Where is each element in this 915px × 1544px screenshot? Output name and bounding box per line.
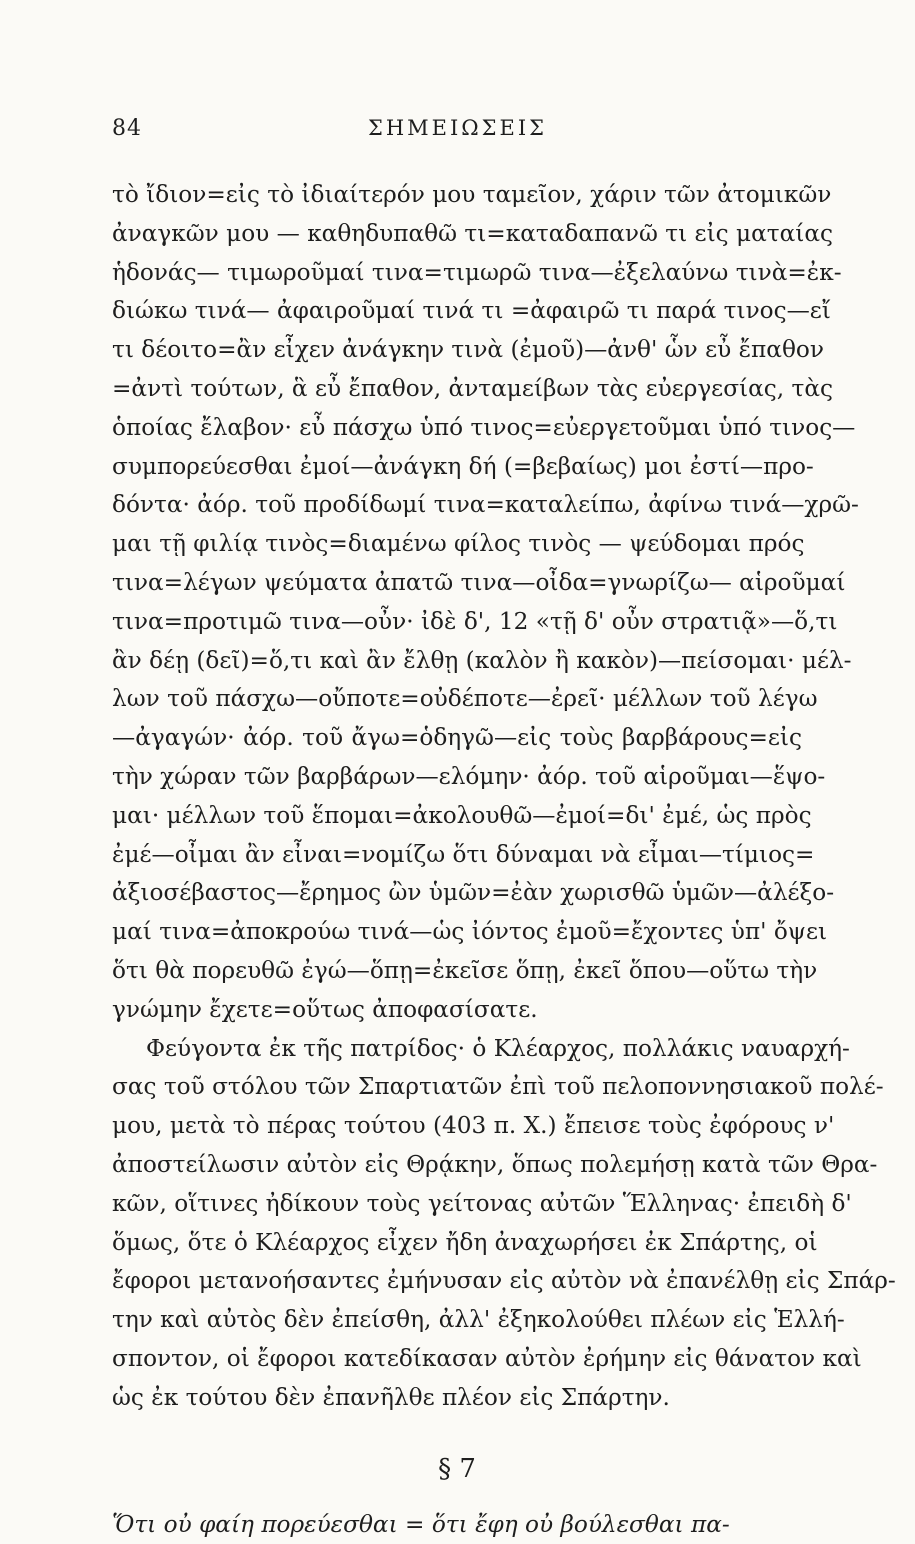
text-line: δόντα· ἀόρ. τοῦ προδίδωμί τινα=καταλείπω, ἀφίνω τινά—χρῶ- xyxy=(112,486,802,525)
text-line: =ἀντὶ τούτων, ἃ εὖ ἔπαθον, ἀνταμείβων τὰς εὐεργεσίας, τὰς xyxy=(112,370,802,409)
text-line: τὸ ἴδιον=εἰς τὸ ἰδιαίτερόν μου ταμεῖον, χάριν τῶν ἀτομικῶν xyxy=(112,176,802,215)
text-line: ἀναγκῶν μου — καθηδυπαθῶ τι=καταδαπανῶ τι εἰς ματαίας xyxy=(112,215,802,254)
text-line: τὴν χώραν τῶν βαρβάρων—ελόμην· ἀόρ. τοῦ αἱροῦμαι—ἕψο- xyxy=(112,758,802,797)
text-line: λων τοῦ πάσχω—οὔποτε=οὐδέποτε—ἐρεῖ· μέλλων τοῦ λέγω xyxy=(112,680,802,719)
section-first-line xyxy=(112,1506,802,1544)
text-line: —ἀγαγών· ἀόρ. τοῦ ἄγω=ὁδηγῶ—εἰς τοὺς βαρβάρους=εἰς xyxy=(112,719,802,758)
text-line: μου, μετὰ τὸ πέρας τούτου (403 π. Χ.) ἔπεισε τοὺς ἐφόρους ν' xyxy=(112,1107,802,1146)
section-heading: § 7 xyxy=(112,1454,802,1484)
text-line: διώκω τινά— ἀφαιροῦμαί τινά τι =ἀφαιρῶ τι παρά τινος—εἴ xyxy=(112,292,802,331)
text-line: την καὶ αὐτὸς δὲν ἐπείσθη, ἀλλ' ἐξηκολούθει πλέων εἰς Ἑλλή- xyxy=(112,1301,802,1340)
text-line: τινα=λέγων ψεύματα ἀπατῶ τινα—οἶδα=γνωρίζω— αἱροῦμαί xyxy=(112,564,802,603)
text-line: μαι· μέλλων τοῦ ἕπομαι=ἀκολουθῶ—ἐμοί=δι' ἐμέ, ὡς πρὸς xyxy=(112,797,802,836)
text-line: ὅμως, ὅτε ὁ Κλέαρχος εἶχεν ἤδη ἀναχωρήσει ἐκ Σπάρτης, οἱ xyxy=(112,1224,802,1263)
text-line: συμπορεύεσθαι ἐμοί—ἀνάγκη δή (=βεβαίως) μοι ἐστί—προ- xyxy=(112,448,802,487)
text-line: Φεύγοντα ἐκ τῆς πατρίδος· ὁ Κλέαρχος, πολλάκις ναυαρχή- xyxy=(112,1030,802,1069)
text-line: τι δέοιτο=ἂν εἶχεν ἀνάγκην τινὰ (ἐμοῦ)—ἀνθ' ὧν εὖ ἔπαθον xyxy=(112,331,802,370)
text-line: ὅτι θὰ πορευθῶ ἐγώ—ὅπῃ=ἐκεῖσε ὅπῃ, ἐκεῖ ὅπου—οὕτω τὴν xyxy=(112,952,802,991)
text-line: γνώμην ἔχετε=οὕτως ἀποφασίσατε. xyxy=(112,991,802,1030)
text-line: κῶν, οἵτινες ἠδίκουν τοὺς γείτονας αὐτῶν Ἕλληνας· ἐπειδὴ δ' xyxy=(112,1185,802,1224)
page-body xyxy=(112,176,802,1544)
historical-note-paragraph xyxy=(112,1030,802,1418)
text-line: ἡδονάς— τιμωροῦμαί τινα=τιμωρῶ τινα—ἐξελαύνω τινὰ=ἐκ- xyxy=(112,254,802,293)
text-line: τινα=προτιμῶ τινα—οὖν· ἰδὲ δ', 12 «τῇ δ' οὖν στρατιᾷ»—ὅ,τι xyxy=(112,603,802,642)
text-line: ὡς ἐκ τούτου δὲν ἐπανῆλθε πλέον εἰς Σπάρτην. xyxy=(112,1379,802,1418)
text-line: ἀξιοσέβαστος—ἔρημος ὢν ὑμῶν=ἐὰν χωρισθῶ ὑμῶν—ἀλέξο- xyxy=(112,874,802,913)
page-header xyxy=(112,116,803,156)
running-title: ΣΗΜΕΙΩΣΕΙΣ xyxy=(112,116,803,140)
text-line: μαι τῇ φιλίᾳ τινὸς=διαμένω φίλος τινὸς — ψεύδομαι πρός xyxy=(112,525,802,564)
text-line: μαί τινα=ἀποκρούω τινά—ὡς ἰόντος ἐμοῦ=ἔχοντες ὑπ' ὄψει xyxy=(112,913,802,952)
text-line: Ὅτι οὐ φαίη πορεύεσθαι = ὅτι ἔφη οὐ βούλεσθαι πα- xyxy=(112,1506,802,1544)
text-line: ὁποίας ἔλαβον· εὖ πάσχω ὑπό τινος=εὐεργετοῦμαι ὑπό τινος— xyxy=(112,409,802,448)
text-line: ἐμέ—οἶμαι ἂν εἶναι=νομίζω ὅτι δύναμαι νὰ εἶμαι—τίμιος= xyxy=(112,836,802,875)
notes-paragraph xyxy=(112,176,802,1030)
text-line: σποντον, οἱ ἔφοροι κατεδίκασαν αὐτὸν ἐρήμην εἰς θάνατον καὶ xyxy=(112,1340,802,1379)
page-number: 84 xyxy=(112,116,142,141)
text-line: ἀποστείλωσιν αὐτὸν εἰς Θρᾴκην, ὅπως πολεμήσῃ κατὰ τῶν Θρα- xyxy=(112,1146,802,1185)
text-line: ἔφοροι μετανοήσαντες ἐμήνυσαν εἰς αὐτὸν νὰ ἐπανέλθῃ εἰς Σπάρ- xyxy=(112,1262,802,1301)
text-line: ἂν δέῃ (δεῖ)=ὅ,τι καὶ ἂν ἔλθῃ (καλὸν ἢ κακὸν)—πείσομαι· μέλ- xyxy=(112,642,802,681)
text-line: σας τοῦ στόλου τῶν Σπαρτιατῶν ἐπὶ τοῦ πελοποννησιακοῦ πολέ- xyxy=(112,1068,802,1107)
